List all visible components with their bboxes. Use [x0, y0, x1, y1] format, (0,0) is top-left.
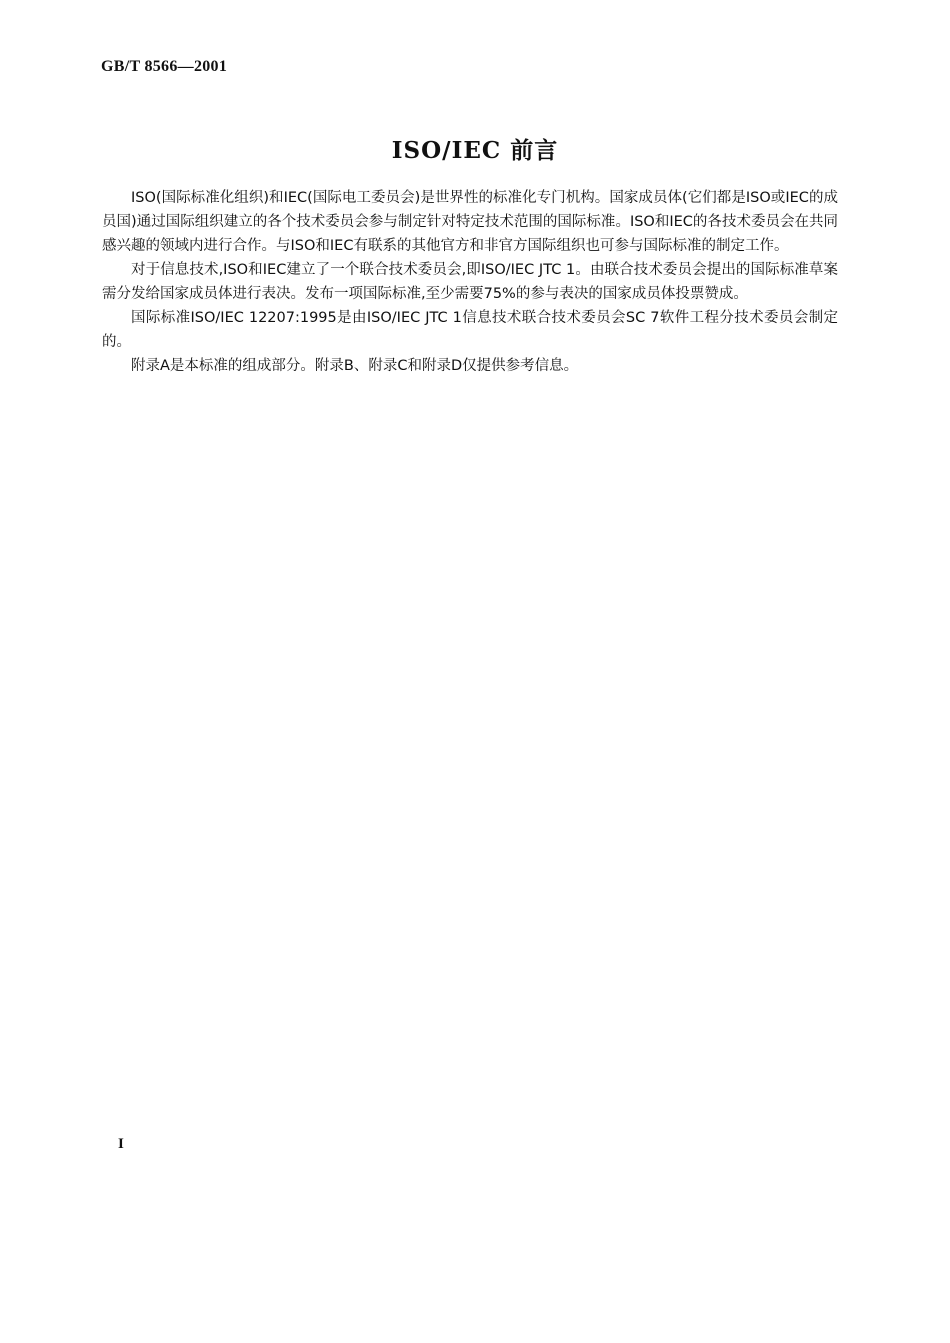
paragraph-1: ISO(国际标准化组织)和IEC(国际电工委员会)是世界性的标准化专门机构。国家成员体(它们都是ISO或IEC的成员国)通过国际组织建立的各个技术委员会参与制定针对特定技术范围的国际标准。ISO和IEC的各技术委员会在共同感兴趣的领域内进行合作。与ISO和IEC有联系的其他官方和非官方国际组织也可参与国际标准的制定工作。: [102, 190, 838, 254]
standard-code: GB/T 8566—2001: [101, 58, 228, 75]
page-number: I: [118, 1136, 124, 1152]
paragraph-4: 附录A是本标准的组成部分。附录B、附录C和附录D仅提供参考信息。: [131, 358, 579, 374]
foreword-body: [102, 186, 838, 378]
paragraph-3: 国际标准ISO/IEC 12207:1995是由ISO/IEC JTC 1信息技术联合技术委员会SC 7软件工程分技术委员会制定的。: [102, 310, 838, 350]
page-title: ISO/IEC 前言: [391, 137, 559, 164]
paragraph-2: 对于信息技术,ISO和IEC建立了一个联合技术委员会,即ISO/IEC JTC 1。由联合技术委员会提出的国际标准草案需分发给国家成员体进行表决。发布一项国际标准,至少需要75%的参与表决的国家成员体投票赞成。: [102, 262, 838, 302]
